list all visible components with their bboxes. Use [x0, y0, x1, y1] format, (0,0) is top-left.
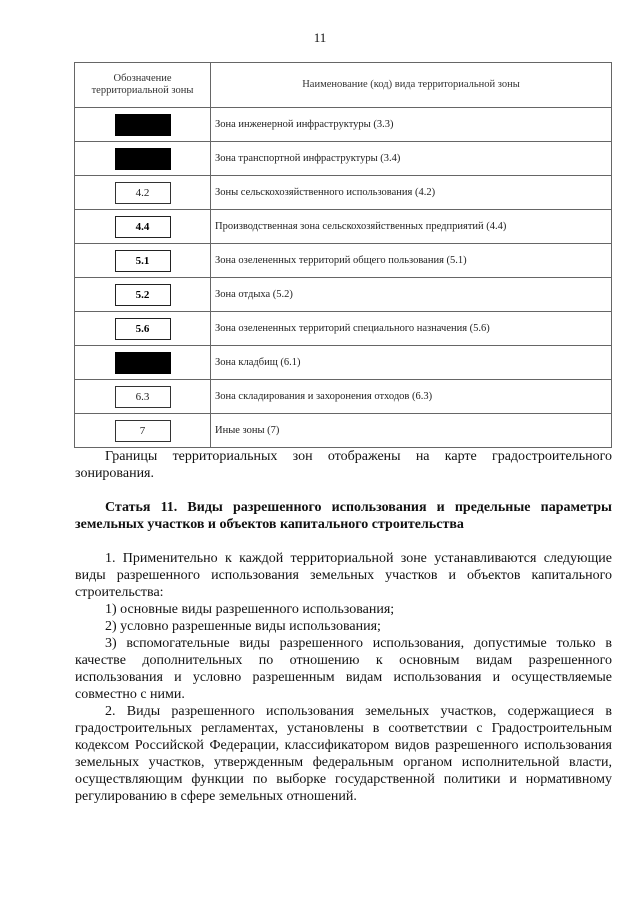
- zone-name-cell: Зона транспортной инфраструктуры (3.4): [211, 142, 612, 176]
- zone-name-cell: Зоны сельскохозяйственного использования (4.2): [211, 176, 612, 210]
- header-code-col: Обозначение территориальной зоны: [75, 63, 211, 108]
- zone-code-cell: [75, 210, 211, 244]
- zone-name-cell: Зона озелененных территорий специального назначения (5.6): [211, 312, 612, 346]
- list-item-2: 2) условно разрешенные виды использования;: [105, 619, 381, 634]
- list-item-1: 1) основные виды разрешенного использования;: [105, 602, 395, 617]
- zone-code-cell: [75, 142, 211, 176]
- table-row: [75, 380, 612, 414]
- zone-name-cell: Иные зоны (7): [211, 414, 612, 448]
- article-heading: Статья 11. Виды разрешенного использования и предельные параметры земельных участков и объектов капитального строительства: [75, 500, 612, 532]
- body-text: [75, 448, 612, 805]
- table-row: [75, 210, 612, 244]
- zones-table: [74, 62, 612, 448]
- zone-code-cell: [75, 312, 211, 346]
- zone-swatch: [115, 114, 171, 136]
- table-header-row: [75, 63, 612, 108]
- table-row: [75, 346, 612, 380]
- zone-swatch: [115, 148, 171, 170]
- paragraph-2: 2. Виды разрешенного использования земельных участков, содержащиеся в градостроительных регламентах, установлены в соответствии с Градостроительным кодексом Российской Федерации, классификатором видов разрешенного использования земельных участков, утвержденным федеральным органом исполнительной власти, осуществляющим функции по выборке государственной политики и нормативному регулированию в сфере земельных отношений.: [75, 704, 612, 804]
- zone-code-cell: [75, 278, 211, 312]
- table-row: [75, 414, 612, 448]
- zone-swatch: [115, 352, 171, 374]
- zone-name-cell: Зона инженерной инфраструктуры (3.3): [211, 108, 612, 142]
- zone-swatch: 5.6: [115, 318, 171, 340]
- table-row: [75, 176, 612, 210]
- zone-code-cell: [75, 108, 211, 142]
- zone-swatch: 5.2: [115, 284, 171, 306]
- zone-name-cell: Производственная зона сельскохозяйственных предприятий (4.4): [211, 210, 612, 244]
- table-row: [75, 108, 612, 142]
- zone-swatch: 6.3: [115, 386, 171, 408]
- zone-name-cell: Зона складирования и захоронения отходов (6.3): [211, 380, 612, 414]
- zone-code-cell: [75, 380, 211, 414]
- table-row: [75, 312, 612, 346]
- zone-rows: [75, 108, 612, 448]
- zone-code-cell: [75, 346, 211, 380]
- boundaries-paragraph: Границы территориальных зон отображены на карте градостроительного зонирования.: [75, 449, 612, 481]
- zone-name-cell: Зона озелененных территорий общего пользования (5.1): [211, 244, 612, 278]
- list-item-3: 3) вспомогательные виды разрешенного использования, допустимые только в качестве дополнительных по отношению к основным видам разрешенного использования и условно разрешенным видам использования и осуществляемые совместно с ними.: [75, 636, 612, 702]
- zone-swatch: 4.2: [115, 182, 171, 204]
- page-number: 11: [313, 30, 327, 45]
- paragraph-1: 1. Применительно к каждой территориальной зоне устанавливаются следующие виды разрешенного использования земельных участков и объектов капитального строительства:: [75, 551, 612, 600]
- table-row: [75, 244, 612, 278]
- zone-name-cell: Зона кладбищ (6.1): [211, 346, 612, 380]
- zone-swatch: 5.1: [115, 250, 171, 272]
- zone-code-cell: [75, 244, 211, 278]
- zone-code-cell: [75, 414, 211, 448]
- table-row: [75, 142, 612, 176]
- header-name-col: Наименование (код) вида территориальной зоны: [211, 63, 612, 108]
- zone-swatch: 4.4: [115, 216, 171, 238]
- table-row: [75, 278, 612, 312]
- zone-code-cell: [75, 176, 211, 210]
- zone-name-cell: Зона отдыха (5.2): [211, 278, 612, 312]
- zone-swatch: 7: [115, 420, 171, 442]
